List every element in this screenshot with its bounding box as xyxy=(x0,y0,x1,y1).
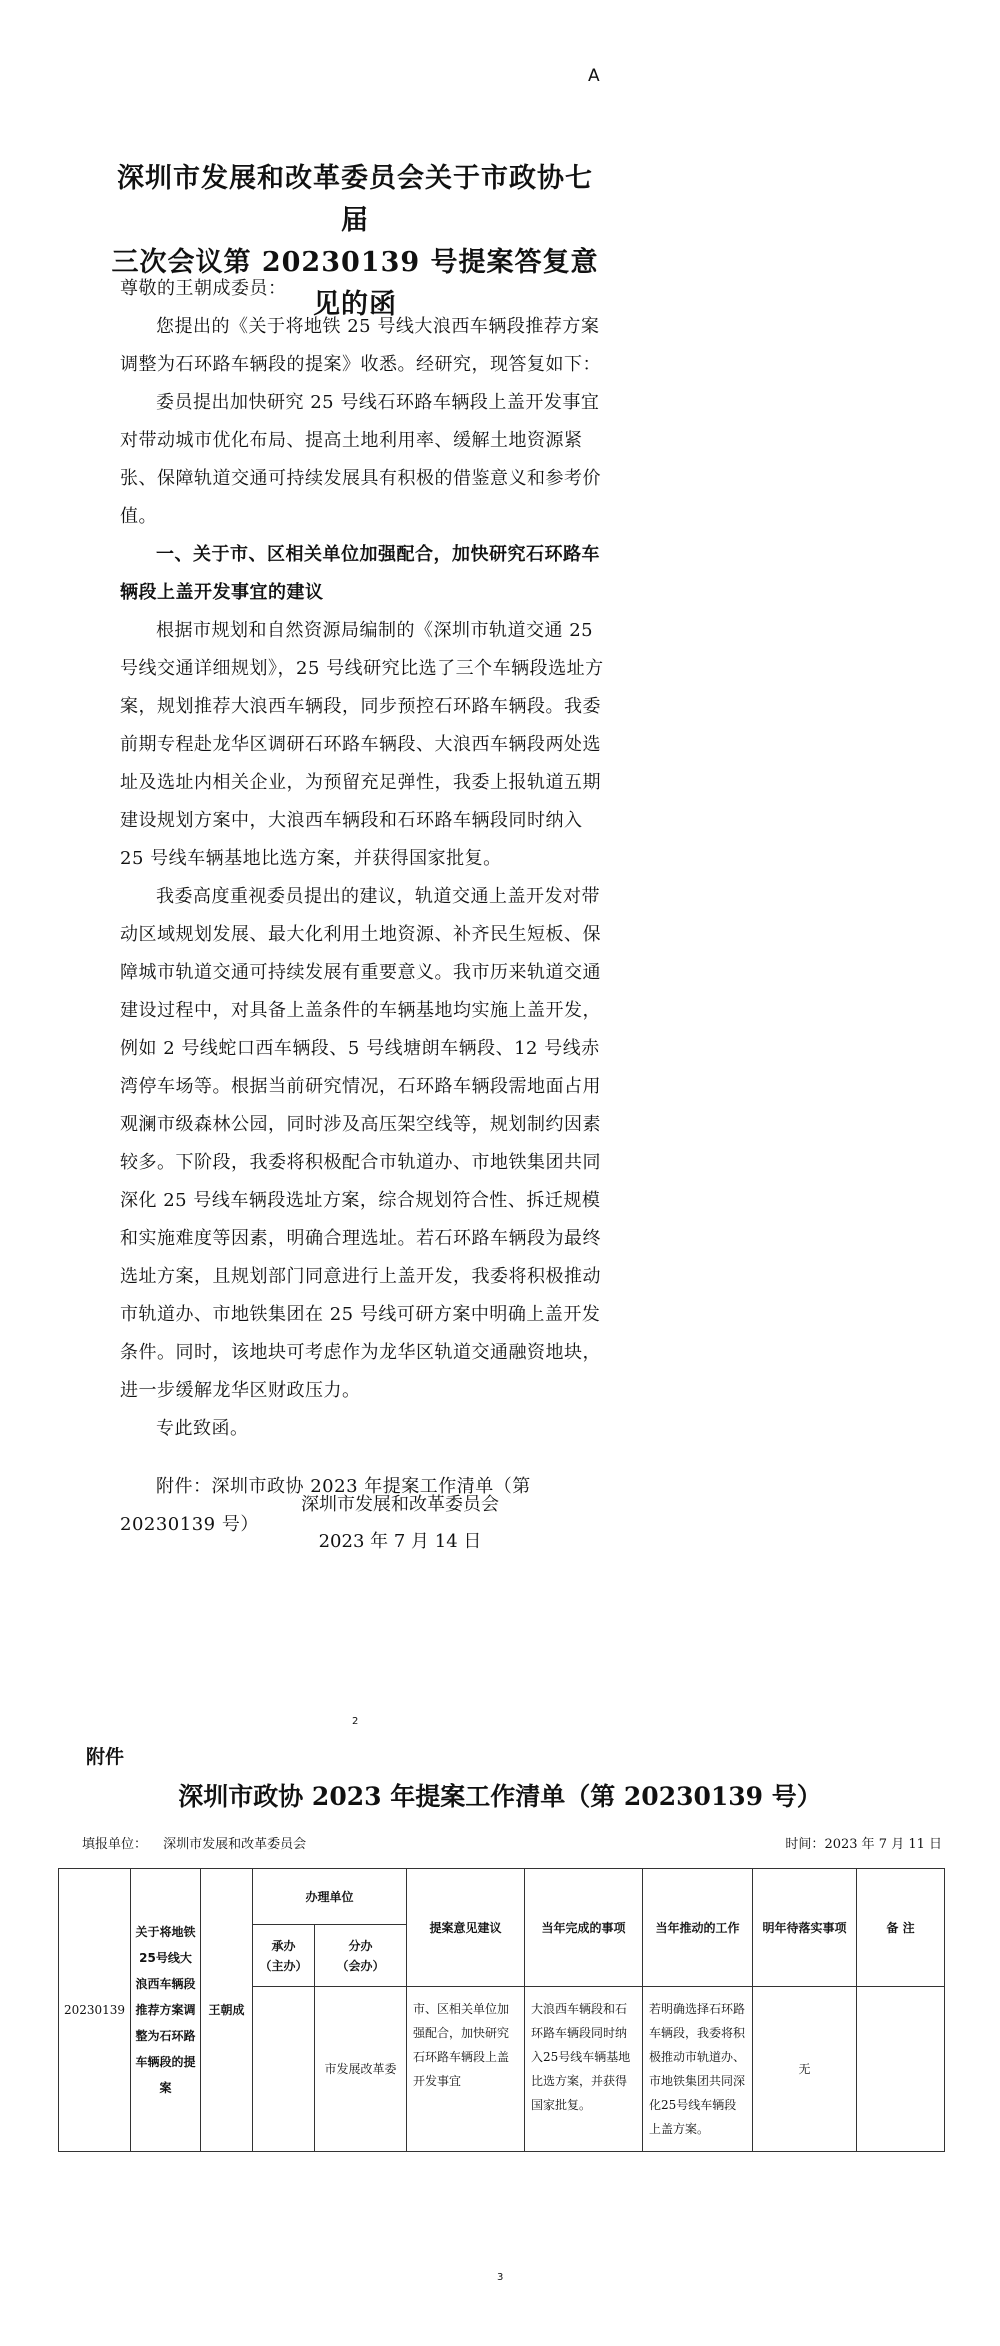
cell-next-year: 无 xyxy=(753,1987,857,2152)
cell-proposal: 关于将地铁25号线大浪西车辆段推荐方案调整为石环路车辆段的提案 xyxy=(131,1869,201,2152)
header-handling-unit: 办理单位 xyxy=(253,1869,407,1925)
header-pushed: 当年推动的工作 xyxy=(643,1869,753,1987)
page-number-attachment: 3 xyxy=(497,2272,504,2283)
letter-body xyxy=(120,270,606,1544)
header-assist: 分办 （会办） xyxy=(315,1925,407,1987)
table-header-row xyxy=(59,1869,945,1925)
cell-done: 大浪西车辆段和石环路车辆段同时纳入25号线车辆基地比选方案，并获得国家批复。 xyxy=(525,1987,643,2152)
filler-value: 深圳市发展和改革委员会 xyxy=(163,1837,307,1852)
header-suggestion: 提案意见建议 xyxy=(407,1869,525,1987)
body-paragraph: 委员提出加快研究 25 号线石环路车辆段上盖开发事宜对带动城市优化布局、提高土地利用率、缓解土地资源紧张、保障轨道交通可持续发展具有积极的借鉴意义和参考价值。 xyxy=(120,392,601,527)
header-next-year: 明年待落实事项 xyxy=(753,1869,857,1987)
cell-host xyxy=(253,1987,315,2152)
letter-title-line: 深圳市发展和改革委员会关于市政协七届 xyxy=(117,163,593,236)
header-host: 承办 （主办） xyxy=(253,1925,315,1987)
header-done: 当年完成的事项 xyxy=(525,1869,643,1987)
cell-number: 20230139 xyxy=(59,1869,131,2152)
header-remarks: 备 注 xyxy=(857,1869,945,1987)
cell-assist: 市发展改革委 xyxy=(315,1987,407,2152)
letter-title-line: 三次会议第 20230139 号提案答复意见的函 xyxy=(111,247,599,320)
filler-label: 填报单位： xyxy=(82,1837,148,1852)
signature-date: 2023 年 7 月 14 日 xyxy=(318,1531,482,1552)
attachment-title: 深圳市政协 2023 年提案工作清单（第 20230139 号） xyxy=(178,1782,822,1811)
cell-remarks xyxy=(857,1987,945,2152)
body-paragraph: 您提出的《关于将地铁 25 号线大浪西车辆段推荐方案调整为石环路车辆段的提案》收悉。经研究，现答复如下： xyxy=(120,316,601,375)
time-label: 时间： xyxy=(785,1837,825,1852)
proposal-table xyxy=(58,1868,945,2152)
attachment-note: 附件：深圳市政协 2023 年提案工作清单（第 20230139 号） xyxy=(120,1476,531,1535)
report-time xyxy=(785,1833,942,1852)
salutation: 尊敬的王朝成委员： xyxy=(120,278,287,299)
section-heading: 一、关于市、区相关单位加强配合，加快研究石环路车辆段上盖开发事宜的建议 xyxy=(120,544,600,603)
filler-row xyxy=(82,1833,942,1852)
cell-pushed: 若明确选择石环路车辆段，我委将积极推动市轨道办、市地铁集团共同深化25号线车辆段上盖方案。 xyxy=(643,1987,753,2152)
page-number: 2 xyxy=(352,1716,359,1727)
cell-suggestion: 市、区相关单位加强配合，加快研究石环路车辆段上盖开发事宜 xyxy=(407,1987,525,2152)
corner-mark: A xyxy=(588,66,600,86)
signature-org: 深圳市发展和改革委员会 xyxy=(301,1494,499,1515)
time-value: 2023 年 7 月 11 日 xyxy=(824,1837,942,1852)
closing-line: 专此致函。 xyxy=(156,1418,249,1439)
attachment-label: 附件 xyxy=(86,1746,125,1768)
cell-proposer: 王朝成 xyxy=(201,1869,253,2152)
body-paragraph: 根据市规划和自然资源局编制的《深圳市轨道交通 25 号线交通详细规划》，25 号线研究比选了三个车辆段选址方案，规划推荐大浪西车辆段，同步预控石环路车辆段。我委前期专程赴龙华区调研石环路车辆段、大浪西车辆段两处选址及选址内相关企业，为预留充足弹性，我委上报轨道五期建设规划方案中，大浪西车辆段和石环路车辆段同时纳入 25 号线车辆基地比选方案，并获得国家批复。 xyxy=(120,620,604,869)
body-paragraph: 我委高度重视委员提出的建议，轨道交通上盖开发对带动区域规划发展、最大化利用土地资源、补齐民生短板、保障城市轨道交通可持续发展有重要意义。我市历来轨道交通建设过程中，对具备上盖条件的车辆基地均实施上盖开发，例如 2 号线蛇口西车辆段、5 号线塘朗车辆段、12 号线赤湾停车场等。根据当前研究情况，石环路车辆段需地面占用观澜市级森林公园，同时涉及高压架空线等，规划制约因素较多。下阶段，我委将积极配合市轨道办、市地铁集团共同深化 25 号线车辆段选址方案，综合规划符合性、拆迁规模和实施难度等因素，明确合理选址。若石环路车辆段为最终选址方案，且规划部门同意进行上盖开发，我委将积极推动市轨道办、市地铁集团在 25 号线可研方案中明确上盖开发条件。同时，该地块可考虑作为龙华区轨道交通融资地块，进一步缓解龙华区财政压力。 xyxy=(120,886,601,1401)
